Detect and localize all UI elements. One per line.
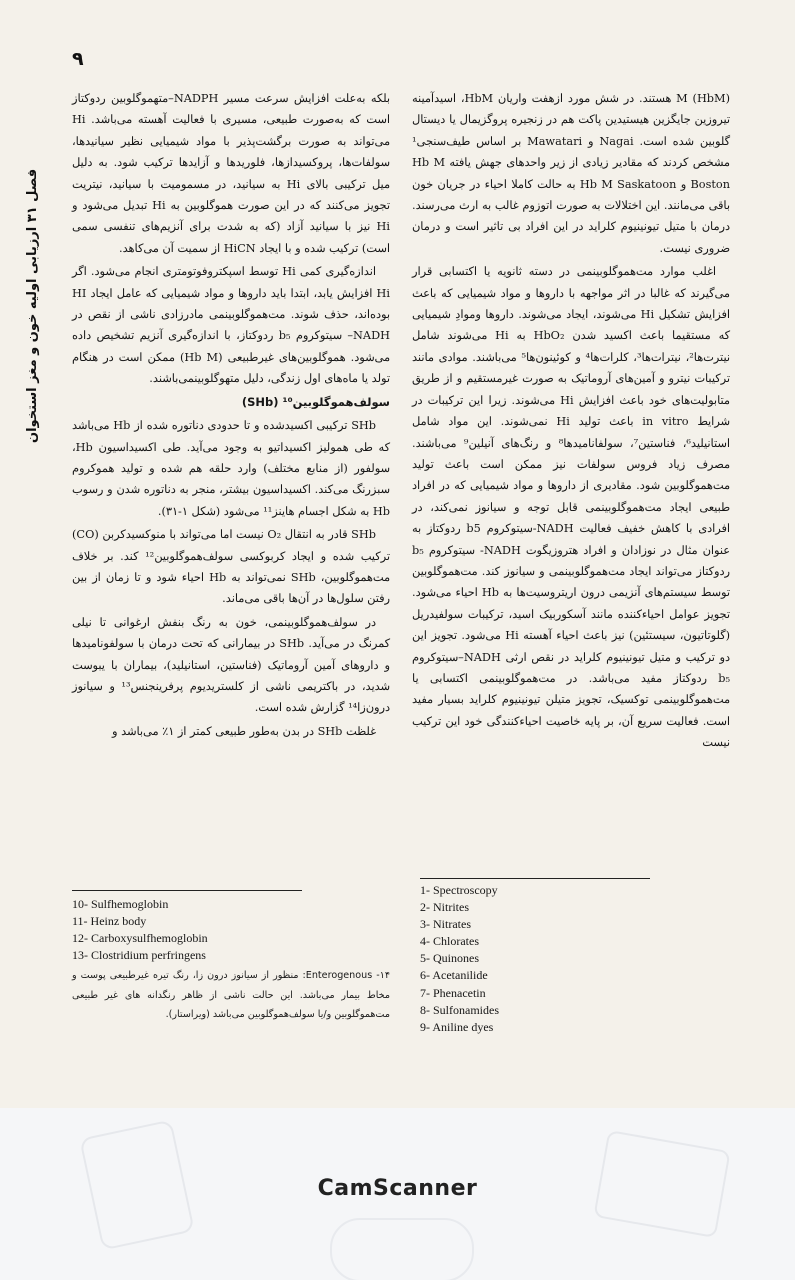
footnote-list	[72, 896, 372, 964]
footnote: 4- Chlorates	[420, 934, 479, 949]
footnote: 12- Carboxysulfhemoglobin	[72, 931, 208, 946]
section-heading: سولف‌هموگلوبین¹⁰ (SHb)	[241, 394, 390, 409]
page-number: ۹	[72, 48, 84, 70]
footnote: 3- Nitrates	[420, 917, 471, 932]
footnote: 5- Quinones	[420, 951, 479, 966]
paragraph: M (HbM) هستند. در شش مورد ازهفت واریان HbM، اسیدآمینه تیروزین جایگزین هیستیدین پاکت هم در زنجیره پروگزیمال یا دیستال گلوبین شده است. Nagai و Mawatari بر اساس طیف‌سنجی¹ مشخص کردند که مقادیر زیادی از زیر واحدهای جهش یافته Hb M Boston و Hb M Saskatoon به حالت کاملا احیاء در جریان خون باقی می‌مانند. این اختلالات به صورت اتوزوم غالب به ارث می‌رسند. درمان با متیل تیونینیوم کلراید در این افراد بی تاثیر است و درمان ضروری نیست.	[412, 92, 731, 255]
paragraph: بلکه به‌علت افزایش سرعت مسیر NADPH–متهموگلوبین ردوکتاز است که به‌صورت طبیعی، مسیری با فعالیت آهسته می‌باشد. Hi می‌تواند به صورت برگشت‌پذیر با مواد شیمیایی نظیر سیانیدها، سولفات‌ها، پروکسیدازها، فلوریدها و آزایدها ترکیب شود. به دلیل میل ترکیبی بالای Hi به سیانید، در مسمومیت با سیانید، نیتریت تجویز می‌کنند که در این صورت هموگلوبین به Hi تبدیل می‌شود و Hi نیز با سیانید آزاد (که به شدت برای آنزیم‌های تنفسی سمی است) ترکیب شده و با ایجاد HiCN از سمیت آن می‌کاهد.	[72, 92, 391, 255]
watermark-shape	[330, 1218, 474, 1280]
footnote-list	[420, 882, 720, 1036]
paragraph: SHb قادر به انتقال O₂ نیست اما می‌تواند با منوکسیدکربن (CO) ترکیب شده و ایجاد کربوکسی سولف‌هموگلوبین¹² کند. بر خلاف مت‌هموگلوبین، SHb نمی‌تواند به Hb احیاء شود و تا زمان از بین رفتن سلول‌ها در آن‌ها باقی می‌ماند.	[72, 528, 391, 606]
editor-footnote: ۱۴- Enterogenous: منظور از سیانوز درون زا، رنگ تیره غیرطبیعی پوست و مخاط بیمار می‌باشد. این حالت ناشی از ظاهر رنگدانه های غیر طبیعی مت‌هموگلوبین و/یا سولف‌هموگلوبین می‌باشد (ویراستار).	[72, 970, 390, 1020]
footnote: 1- Spectroscopy	[420, 883, 498, 897]
paragraph: اندازه‌گیری کمی Hi توسط اسپکتروفوتومتری انجام می‌شود. اگر Hi افزایش یابد، ابتدا باید داروها و مواد شیمیایی که عامل ایجاد HI بوده‌اند، حذف شوند. مت‌هموگلوبینمی مادرزادی ناشی از نقص در NADH– سیتوکروم b₅ ردوکتاز، با اندازه‌گیری آنزیم تشخیص داده می‌شود. هموگلوبین‌های غیرطبیعی (Hb M) ممکن است در هنگام تولد یا ماه‌های اول زندگی، دلیل متهوگلوبینمی‌باشند.	[72, 265, 391, 386]
paragraph: در سولف‌هموگلوبینمی، خون به رنگ بنفش ارغوانی تا نیلی کمرنگ در می‌آید. SHb در بیمارانی که تحت درمان با سولفونامیدها و داروهای آمین آروماتیک (فناستین، استانیلید)، بیماران با یبوست شدید، در باکتریمی ناشی از کلستریدیوم پرفرینجنس¹³ و سیانوز درون‌زا¹⁴ گزارش شده است.	[72, 615, 391, 715]
brand-label: CamScanner	[317, 1176, 478, 1201]
left-column	[72, 88, 390, 744]
footnote-divider	[72, 890, 302, 891]
paragraph: غلظت SHb در بدن به‌طور طبیعی کمتر از ۱٪ می‌باشد و	[112, 724, 376, 738]
footnote: 13- Clostridium perfringens	[72, 948, 206, 963]
footnote: 2- Nitrites	[420, 900, 469, 915]
footnote: 8- Sulfonamides	[420, 1002, 499, 1017]
paragraph: SHb ترکیبی اکسیدشده و تا حدودی دناتوره شده از Hb می‌باشد که طی همولیز اکسیداتیو به وجود می‌آید. طی اکسیداسیون Hb، سولفور (از منابع مختلف) وارد حلقه هم شده و تولید هموکروم سبزرنگ می‌کند. اکسیداسیون بیشتر، منجر به دناتوره شدن و رسوب Hb به شکل اجسام هاینز¹¹ می‌شود (شکل ۱-۳۱).	[72, 419, 390, 518]
footnote-divider	[420, 878, 650, 879]
scanner-footer	[0, 1108, 795, 1280]
footnote: 10- Sulfhemoglobin	[72, 897, 169, 911]
footnote: 11- Heinz body	[72, 914, 147, 929]
right-column	[412, 88, 730, 756]
footnote: 7- Phenacetin	[420, 985, 486, 1000]
paragraph: اغلب موارد مت‌هموگلوبینمی در دسته ثانویه یا اکتسابی قرار می‌گیرند که غالبا در اثر مواجهه با داروها و مواد شیمیایی که باعث افزایش تشکیل Hi می‌شوند، ایجاد می‌شوند. داروها وموادِ شیمیایی که مستقیما باعث اکسید شدن HbO₂ به Hi می‌شوند شامل نیترت‌ها²، نیترات‌ها³، کلرات‌ها⁴ و کوئینون‌ها⁵ می‌باشند. موادی مانند ترکیبات نیترو و آمین‌های آروماتیک به صورت غیرمستقیم و از طریق متابولیت‌های خود باعث افزایش Hi می‌شوند. زیرا این ترکیبات در شرایط in vitro باعث تولید Hi نمی‌شوند. این مواد شامل استانیلید⁶، فناستین⁷، سولفانامیدها⁸ و رنگ‌های آنیلین⁹ می‌باشند. مصرف زیاد فروس سولفات نیز ممکن است باعث تولید مت‌هموگلوبین شود. مقادیری از داروها و مواد شیمیایی که در افراد طبیعی ایجاد مت‌هموگلوبینمی قابل توجه و سیانوز نمی‌کند، در افرادی با کاهش خفیف فعالیت NADH-سیتوکروم b5 ردوکتاز به عنوان مثال در نوزادان و افراد هتروزیگوت NADH- سیتوکروم b₅ ردوکتاز می‌تواند ایجاد مت‌هموگلوبینمی و سیانوز کند. مت‌هموگلوبین توسط سیستم‌های آنزیمی درون اریتروسیت‌ها به Hb احیاء می‌شود. تجویز عوامل احیاءکننده مانند آسکوربیک اسید، ترکیبات سولفیدریل (گلوتاتیون، سیستئین) نیز باعث احیاء آهسته Hi می‌شود. تجویز این دو ترکیب و متیل تیونینیوم کلراید در نقص ارثی NADH–سیتوکروم b₅ ردوکتاز مفید می‌باشد. در مت‌هموگلوبینمی اکتسابی یا مت‌هموگلوبینمی توکسیک، تجویز متیلن تیونینیوم کلراید بسیار مفید است. فعالیت سریع آن، بر پایه خاصیت احیاءکنندگی خود این ترکیب نیست	[412, 265, 731, 750]
footnote: 9- Aniline dyes	[420, 1019, 494, 1034]
footnote: 6- Acetanilide	[420, 968, 488, 983]
running-head: فصل ۳۱ ارزیابی اولیه خون و مغز استخوان	[25, 168, 40, 443]
